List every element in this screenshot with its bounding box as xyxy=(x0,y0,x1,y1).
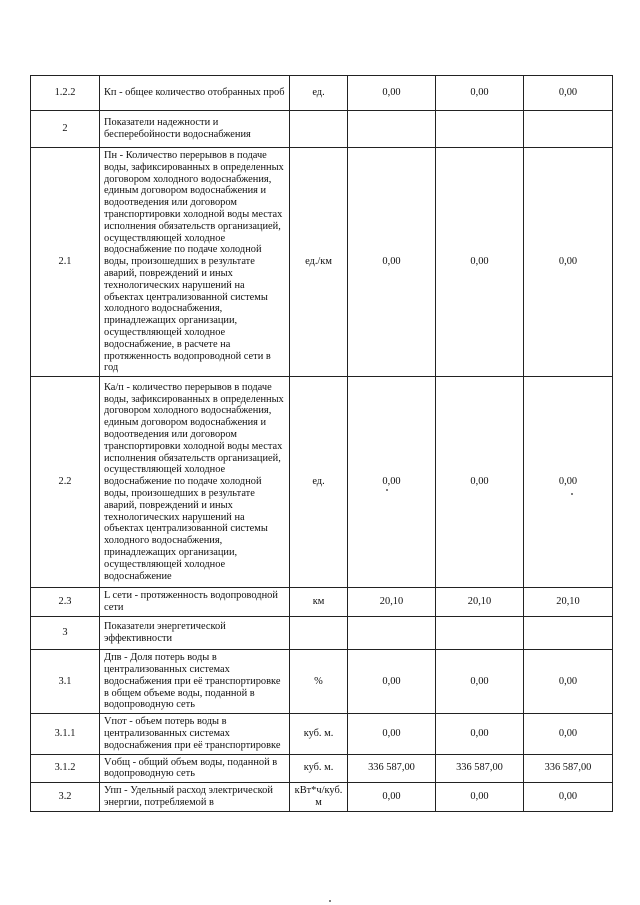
row-value-2: 0,00 xyxy=(436,148,524,377)
row-number: 1.2.2 xyxy=(31,76,100,111)
row-value-1: 0,00 xyxy=(348,714,436,754)
row-description: Vобщ - общий объем воды, поданной в водопроводную сеть xyxy=(100,754,290,783)
row-value-1: 0,00 xyxy=(348,783,436,812)
row-value-2: 0,00 xyxy=(436,76,524,111)
table-row xyxy=(31,754,613,783)
row-value-1: 20,10 xyxy=(348,588,436,617)
table-row xyxy=(31,111,613,148)
row-value-2 xyxy=(436,617,524,650)
row-value-3: 0,00 xyxy=(524,148,613,377)
scan-speck xyxy=(571,493,573,495)
row-number: 3.2 xyxy=(31,783,100,812)
row-unit: км xyxy=(290,588,348,617)
row-value-3 xyxy=(524,111,613,148)
row-value-1: 336 587,00 xyxy=(348,754,436,783)
row-unit xyxy=(290,111,348,148)
row-unit: ед. xyxy=(290,76,348,111)
row-value-2: 336 587,00 xyxy=(436,754,524,783)
row-number: 3.1 xyxy=(31,650,100,714)
row-number: 2 xyxy=(31,111,100,148)
row-value-3 xyxy=(524,617,613,650)
row-value-1: 0,00 xyxy=(348,76,436,111)
table-row xyxy=(31,377,613,588)
row-number: 2.2 xyxy=(31,377,100,588)
row-description: Показатели энергетической эффективности xyxy=(100,617,290,650)
table-row xyxy=(31,650,613,714)
row-value-2: 0,00 xyxy=(436,783,524,812)
row-value-3: 0,00 xyxy=(524,650,613,714)
row-value-1: 0,00 xyxy=(348,650,436,714)
row-unit xyxy=(290,617,348,650)
row-unit: кВт*ч/куб. м xyxy=(290,783,348,812)
table-row xyxy=(31,76,613,111)
row-value-2: 0,00 xyxy=(436,377,524,588)
row-description: Ка/п - количество перерывов в подаче воды, зафиксированных в определенных договором холодного водоснабжения, единым договором водоснабжения и водоотведения или договором транспортировки холодной воды местах исполнения обязательств организацией, осуществляющей холодное водоснабжение по подаче холодной воды, произошедших в результате аварий, повреждений и иных технологических нарушений на объектах централизованной системы холодного водоснабжения, принадлежащих организации, осуществляющей холодное водоснабжение xyxy=(100,377,290,588)
row-description: Показатели надежности и бесперебойности водоснабжения xyxy=(100,111,290,148)
row-number: 3.1.1 xyxy=(31,714,100,754)
row-value-1 xyxy=(348,111,436,148)
row-description: Пн - Количество перерывов в подаче воды, зафиксированных в определенных договором холодного водоснабжения, единым договором водоснабжения и водоотведения или договором транспортировки холодной воды местах исполнения обязательств организацией, осуществляющей холодное водоснабжение по подаче холодной воды, произошедших в результате аварий, повреждений и иных технологических нарушений на объектах централизованной системы холодного водоснабжения, принадлежащих организации, осуществляющей холодное водоснабжение, в расчете на протяженность водопроводной сети в год xyxy=(100,148,290,377)
row-value-3: 0,00 xyxy=(524,783,613,812)
row-value-3: 336 587,00 xyxy=(524,754,613,783)
row-number: 3.1.2 xyxy=(31,754,100,783)
row-unit: ед. xyxy=(290,377,348,588)
row-value-1: 0,00 xyxy=(348,148,436,377)
row-description: Упп - Удельный расход электрической энергии, потребляемой в xyxy=(100,783,290,812)
indicators-table xyxy=(30,75,613,812)
row-value-2 xyxy=(436,111,524,148)
row-value-3: 20,10 xyxy=(524,588,613,617)
row-description: L сети - протяженность водопроводной сети xyxy=(100,588,290,617)
scan-speck xyxy=(386,489,388,491)
row-unit: ед./км xyxy=(290,148,348,377)
row-value-2: 20,10 xyxy=(436,588,524,617)
row-number: 3 xyxy=(31,617,100,650)
table-row xyxy=(31,783,613,812)
row-unit: куб. м. xyxy=(290,714,348,754)
row-value-1 xyxy=(348,617,436,650)
scan-speck xyxy=(329,900,331,902)
row-number: 2.3 xyxy=(31,588,100,617)
row-number: 2.1 xyxy=(31,148,100,377)
row-unit: куб. м. xyxy=(290,754,348,783)
table-row xyxy=(31,617,613,650)
row-value-1: 0,00 xyxy=(348,377,436,588)
table-row xyxy=(31,148,613,377)
row-unit: % xyxy=(290,650,348,714)
row-value-3: 0,00 xyxy=(524,76,613,111)
row-description: Vпот - объем потерь воды в централизованных системах водоснабжения при её транспортировке xyxy=(100,714,290,754)
table-row xyxy=(31,588,613,617)
row-description: Кп - общее количество отобранных проб xyxy=(100,76,290,111)
table-row xyxy=(31,714,613,754)
row-value-2: 0,00 xyxy=(436,650,524,714)
row-description: Дпв - Доля потерь воды в централизованных системах водоснабжения при её транспортировке в общем объеме воды, поданной в водопроводную сеть xyxy=(100,650,290,714)
row-value-3: 0,00 xyxy=(524,714,613,754)
row-value-2: 0,00 xyxy=(436,714,524,754)
row-value-3: 0,00 xyxy=(524,377,613,588)
